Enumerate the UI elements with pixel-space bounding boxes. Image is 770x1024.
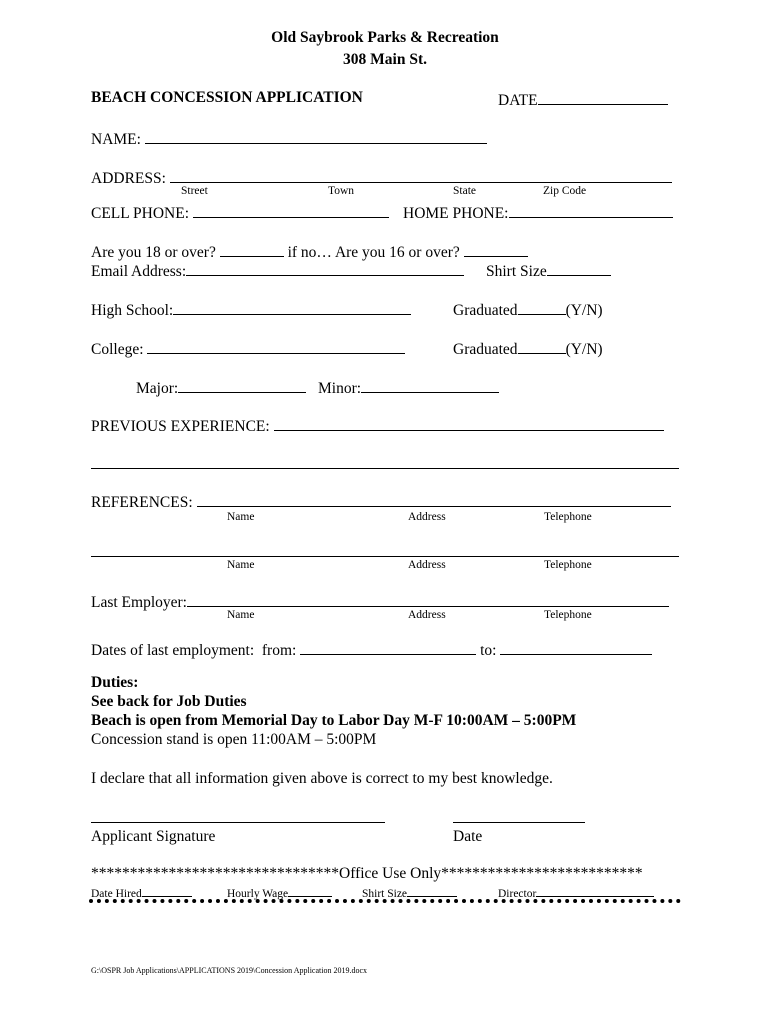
hourly-wage-label: Hourly Wage	[227, 888, 289, 900]
director-input[interactable]	[536, 885, 654, 897]
cell-phone-field[interactable]	[91, 203, 389, 222]
address-sub-state: State	[453, 185, 476, 197]
office-dotted-divider	[89, 899, 681, 903]
minor-label: Minor:	[318, 380, 362, 397]
college-graduated-label: Graduated	[453, 341, 518, 358]
college-yn-label: (Y/N)	[565, 341, 603, 358]
experience-input[interactable]	[274, 416, 664, 431]
shirt-size-label: Shirt Size	[486, 263, 547, 280]
major-label: Major:	[136, 380, 179, 397]
references-label: REFERENCES:	[91, 494, 193, 511]
cell-phone-input[interactable]	[193, 203, 389, 218]
office-shirt-size-input[interactable]	[407, 885, 457, 897]
hourly-wage-input[interactable]	[288, 885, 332, 897]
office-shirt-size-label: Shirt Size	[362, 888, 408, 900]
ref1-sub-telephone: Telephone	[544, 511, 592, 523]
email-label: Email Address:	[91, 263, 187, 280]
age-field[interactable]	[91, 242, 528, 261]
applicant-signature-line[interactable]	[91, 822, 385, 823]
office-stars-left: ********************************	[91, 865, 339, 882]
duties-heading: Duties:	[91, 674, 139, 691]
college-graduated-input[interactable]	[518, 339, 566, 354]
emp-sub-address: Address	[408, 609, 446, 621]
office-use-banner	[91, 866, 643, 882]
last-employer-input[interactable]	[187, 592, 669, 607]
org-address: 308 Main St.	[343, 51, 427, 68]
date-field[interactable]	[498, 90, 668, 109]
employment-from-label: Dates of last employment: from:	[91, 642, 297, 659]
shirt-size-field[interactable]	[486, 261, 611, 280]
reference-1-field[interactable]	[91, 492, 671, 511]
employment-to-input[interactable]	[500, 640, 652, 655]
home-phone-field[interactable]	[403, 203, 673, 222]
cell-phone-label: CELL PHONE:	[91, 205, 190, 222]
footer-file-path: G:\OSPR Job Applications\APPLICATIONS 2019\Concession Application 2019.docx	[91, 966, 368, 975]
office-stars-right: **************************	[441, 865, 643, 882]
employment-dates-field[interactable]	[91, 640, 652, 659]
home-phone-label: HOME PHONE:	[403, 205, 509, 222]
name-label: NAME:	[91, 131, 141, 148]
address-sub-town: Town	[328, 185, 355, 197]
emp-sub-name: Name	[227, 609, 255, 621]
signature-date-label: Date	[453, 828, 483, 845]
date-label: DATE	[498, 92, 538, 109]
employment-from-input[interactable]	[300, 640, 476, 655]
signature-date-line[interactable]	[453, 822, 585, 823]
home-phone-input[interactable]	[509, 203, 673, 218]
minor-input[interactable]	[361, 378, 499, 393]
major-field[interactable]	[136, 378, 306, 397]
college-label: College:	[91, 341, 144, 358]
date-input[interactable]	[538, 90, 668, 105]
ref1-sub-address: Address	[408, 511, 446, 523]
hs-graduated-input[interactable]	[518, 300, 566, 315]
high-school-label: High School:	[91, 302, 174, 319]
address-input[interactable]	[170, 168, 672, 183]
beach-hours: Beach is open from Memorial Day to Labor Day M-F 10:00AM – 5:00PM	[91, 712, 577, 729]
college-graduated-field[interactable]	[453, 339, 603, 358]
experience-label: PREVIOUS EXPERIENCE:	[91, 418, 270, 435]
emp-sub-telephone: Telephone	[544, 609, 592, 621]
form-title: BEACH CONCESSION APPLICATION	[91, 89, 363, 106]
address-sub-street: Street	[181, 185, 208, 197]
ref1-sub-name: Name	[227, 511, 255, 523]
address-sub-zip: Zip Code	[543, 185, 587, 197]
email-field[interactable]	[91, 261, 464, 280]
ref2-sub-name: Name	[227, 559, 255, 571]
high-school-input[interactable]	[173, 300, 411, 315]
see-back-note: See back for Job Duties	[91, 693, 247, 710]
experience-field[interactable]	[91, 416, 664, 435]
reference-1-input[interactable]	[197, 492, 671, 507]
employment-to-label: to:	[480, 642, 497, 659]
stand-hours: Concession stand is open 11:00AM – 5:00PM	[91, 731, 377, 748]
ref2-sub-telephone: Telephone	[544, 559, 592, 571]
org-name: Old Saybrook Parks & Recreation	[271, 29, 499, 46]
minor-field[interactable]	[318, 378, 499, 397]
major-input[interactable]	[178, 378, 306, 393]
hs-yn-label: (Y/N)	[565, 302, 603, 319]
age18-input[interactable]	[220, 242, 284, 257]
hs-graduated-label: Graduated	[453, 302, 518, 319]
hs-graduated-field[interactable]	[453, 300, 603, 319]
shirt-size-input[interactable]	[547, 261, 611, 276]
address-field[interactable]	[91, 168, 672, 187]
applicant-signature-label: Applicant Signature	[91, 828, 216, 845]
office-use-title: Office Use Only	[339, 865, 442, 882]
reference-2-input[interactable]	[91, 556, 679, 557]
age16-input[interactable]	[464, 242, 528, 257]
name-input[interactable]	[145, 129, 487, 144]
college-input[interactable]	[147, 339, 405, 354]
age18-label: Are you 18 or over?	[91, 244, 216, 261]
name-field[interactable]	[91, 129, 487, 148]
date-hired-input[interactable]	[142, 885, 192, 897]
declaration-text: I declare that all information given above is correct to my best knowledge.	[91, 770, 553, 787]
email-input[interactable]	[186, 261, 464, 276]
date-hired-label: Date Hired	[91, 888, 142, 900]
high-school-field[interactable]	[91, 300, 411, 319]
experience-line-2[interactable]	[91, 468, 679, 469]
age16-label: if no… Are you 16 or over?	[287, 244, 460, 261]
director-label: Director	[498, 888, 537, 900]
last-employer-label: Last Employer:	[91, 594, 187, 611]
last-employer-field[interactable]	[91, 592, 669, 611]
address-label: ADDRESS:	[91, 170, 166, 187]
college-field[interactable]	[91, 339, 405, 358]
ref2-sub-address: Address	[408, 559, 446, 571]
